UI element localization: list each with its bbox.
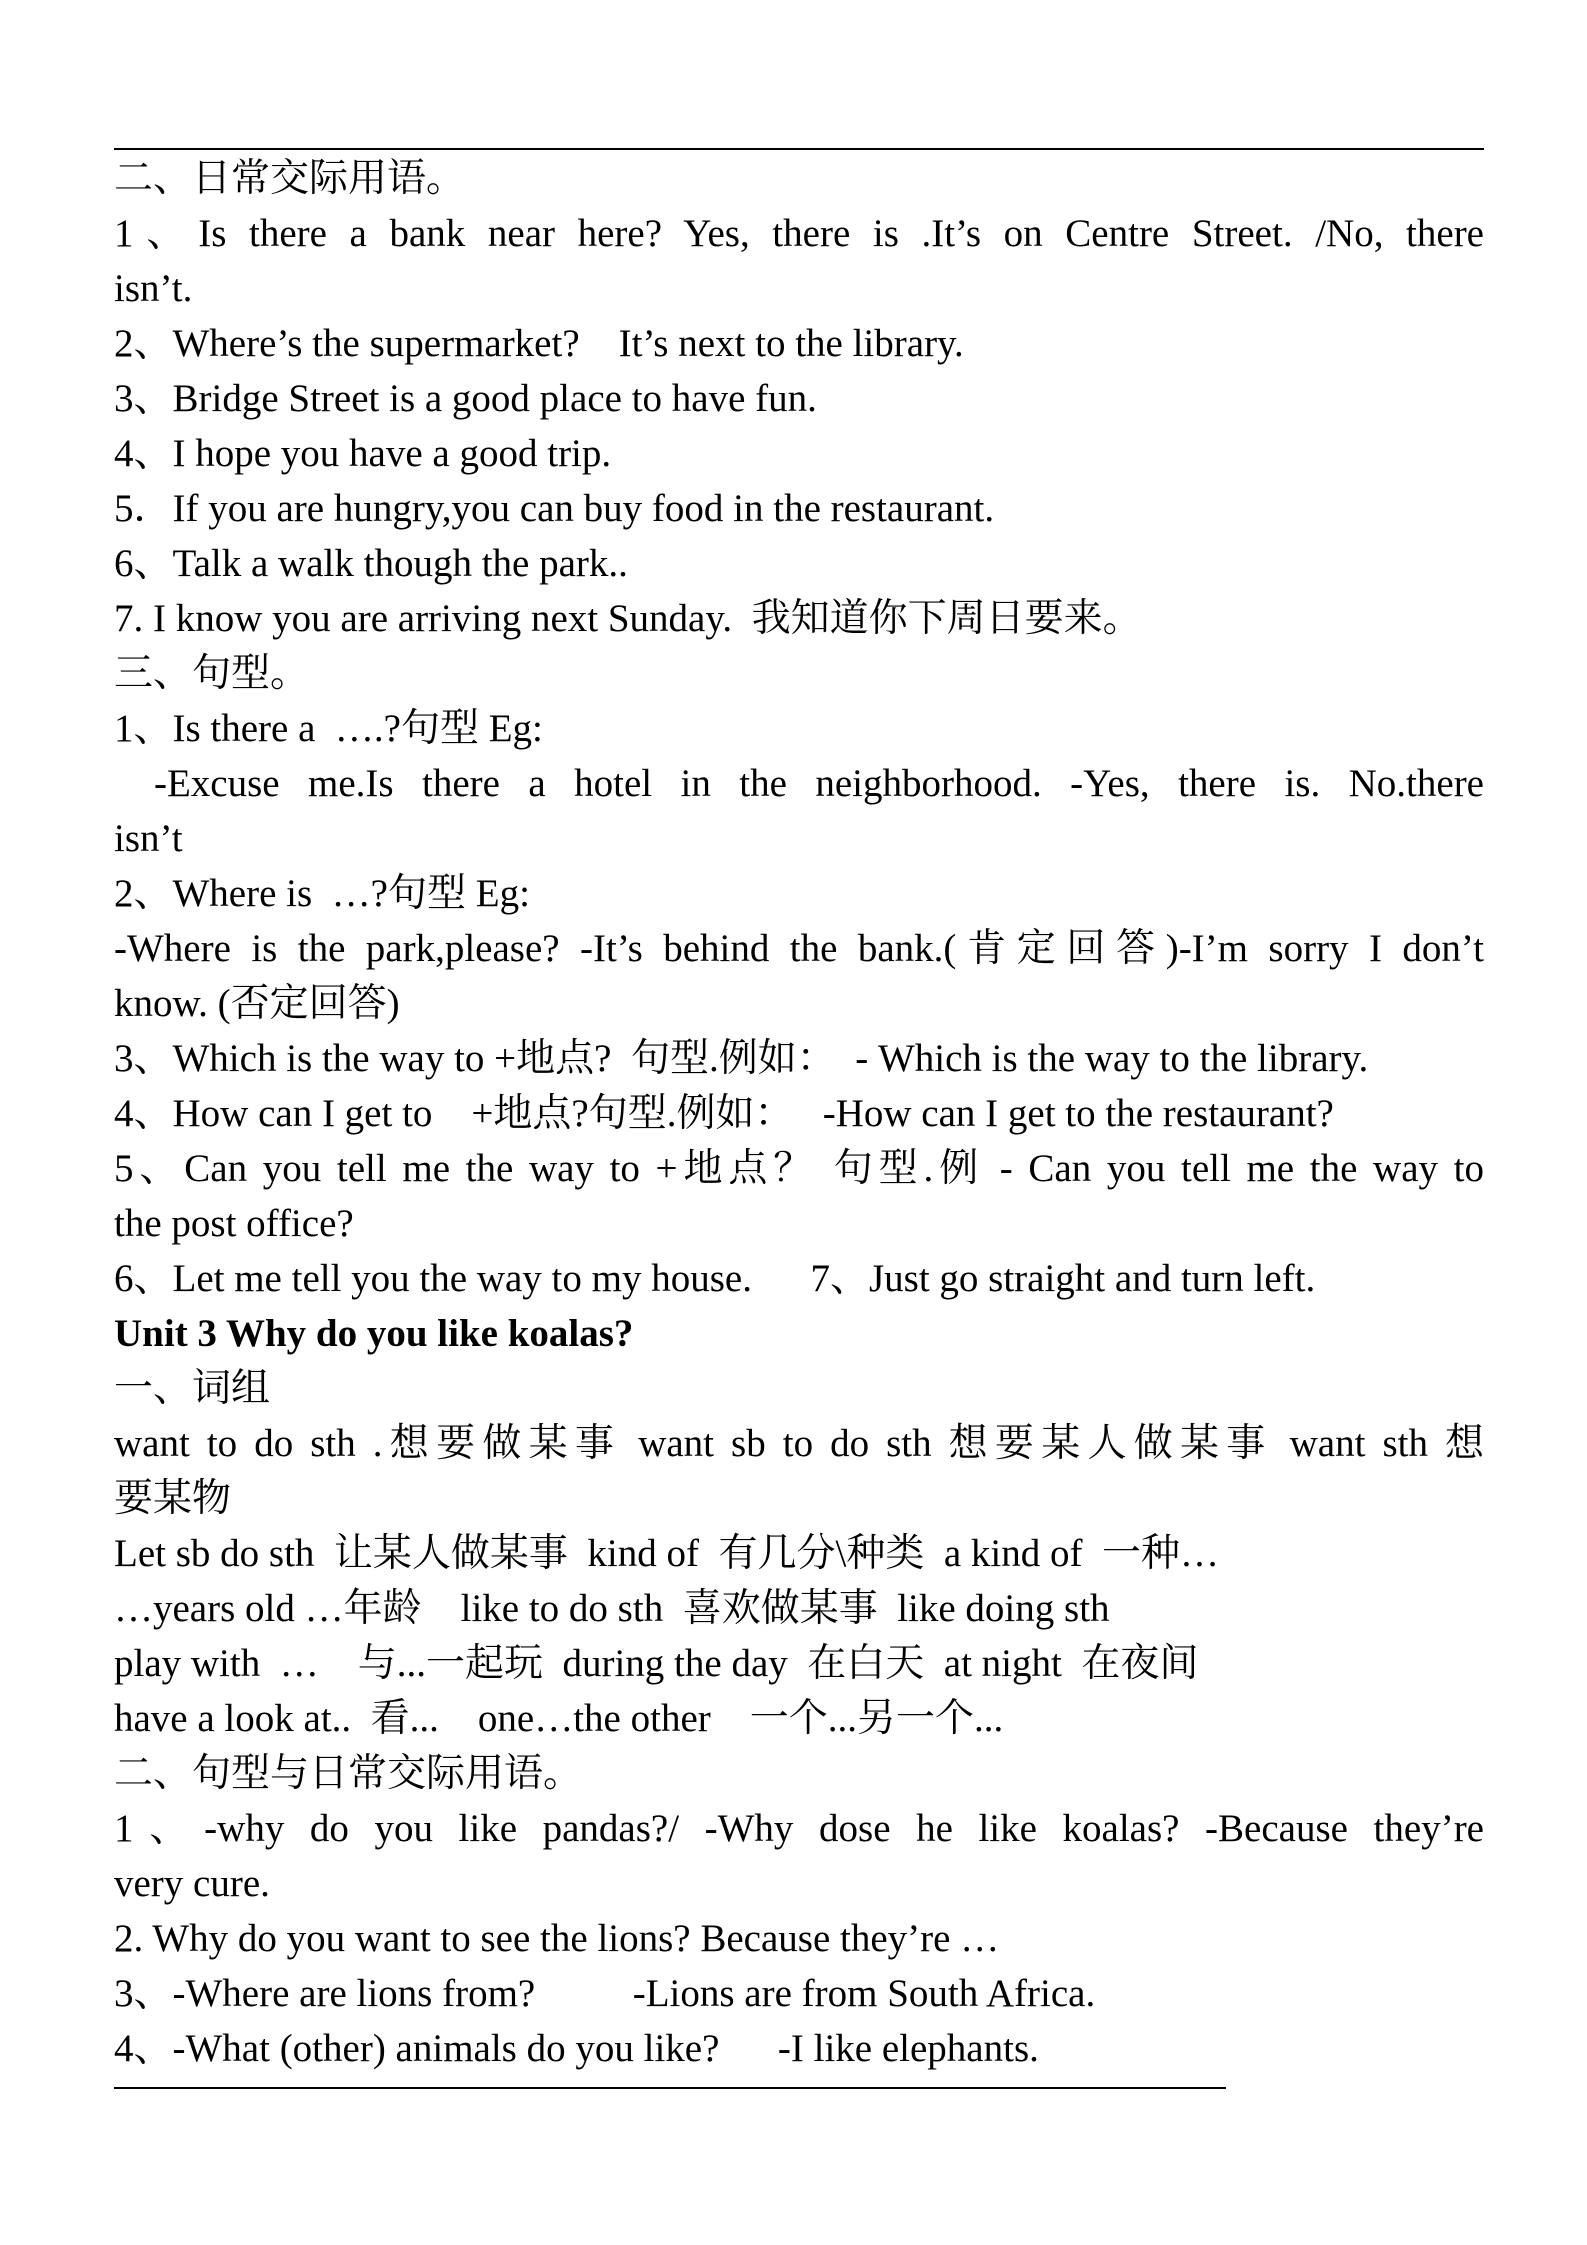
daily-item-1-line2: isn’t. — [114, 267, 193, 310]
document-body — [114, 151, 1484, 2076]
unit-pattern-4: 4、-What (other) animals do you like? -I like elephants. — [114, 2027, 1039, 2070]
pattern-item-2: 2、Where is …?句型 Eg: — [114, 872, 530, 915]
phrase-row-5: have a look at.. 看... one…the other 一个...另一个... — [114, 1697, 1004, 1740]
pattern-item-5-line1: 5、Can you tell me the way to +地点？ 句型.例 - Can you tell me the way to — [114, 1147, 1484, 1190]
pattern-example-2-line2: know. (否定回答) — [114, 982, 400, 1025]
daily-item-2: 2、Where’s the supermarket? It’s next to the library. — [114, 322, 964, 365]
pattern-item-4: 4、How can I get to +地点?句型.例如： -How can I get to the restaurant? — [114, 1092, 1334, 1135]
phrase-row-1-line1: want to do sth .想要做某事 want sb to do sth 想要某人做某事 want sth 想 — [114, 1422, 1484, 1465]
daily-item-3: 3、Bridge Street is a good place to have fun. — [114, 377, 817, 420]
phrase-row-3: …years old …年龄 like to do sth 喜欢做某事 like doing sth — [114, 1587, 1110, 1630]
daily-item-1-line1: 1、Is there a bank near here? Yes, there is .It’s on Centre Street. /No, there — [114, 212, 1484, 255]
unit-pattern-2: 2. Why do you want to see the lions? Because they’re … — [114, 1917, 1000, 1960]
daily-item-6: 6、Talk a walk though the park.. — [114, 542, 628, 585]
daily-item-4: 4、I hope you have a good trip. — [114, 432, 612, 475]
phrases-heading: 一、词组 — [114, 1367, 271, 1410]
bottom-rule — [114, 2087, 1226, 2089]
pattern-item-5-line2: the post office? — [114, 1202, 354, 1245]
daily-item-5: 5．If you are hungry,you can buy food in the restaurant. — [114, 487, 995, 530]
phrase-row-4: play with … 与...一起玩 during the day 在白天 at night 在夜间 — [114, 1642, 1199, 1685]
pattern-example-2-line1: -Where is the park,please? -It’s behind the bank.(肯定回答)-I’m sorry I don’t — [114, 927, 1484, 970]
phrase-row-2: Let sb do sth 让某人做某事 kind of 有几分\种类 a kind of 一种… — [114, 1532, 1219, 1575]
section-heading-daily: 二、日常交际用语。 — [114, 157, 466, 200]
unit-pattern-3: 3、-Where are lions from? -Lions are from South Africa. — [114, 1972, 1096, 2015]
unit-patterns-heading: 二、句型与日常交际用语。 — [114, 1752, 583, 1795]
section-heading-patterns: 三、句型。 — [114, 652, 310, 695]
unit-pattern-1-line1: 1、-why do you like pandas?/ -Why dose he like koalas? -Because they’re — [114, 1807, 1484, 1850]
unit-title: Unit 3 Why do you like koalas? — [114, 1312, 634, 1355]
daily-item-7: 7. I know you are arriving next Sunday. 我知道你下周日要来。 — [114, 597, 1142, 640]
top-rule — [114, 148, 1484, 150]
pattern-example-1-line1: -Excuse me.Is there a hotel in the neighborhood. -Yes, there is. No.there — [154, 762, 1484, 805]
pattern-item-1: 1、Is there a ….?句型 Eg: — [114, 707, 543, 750]
phrase-row-1-line2: 要某物 — [114, 1477, 232, 1520]
unit-pattern-1-line2: very cure. — [114, 1862, 270, 1905]
pattern-item-3: 3、Which is the way to +地点? 句型.例如： - Which is the way to the library. — [114, 1037, 1369, 1080]
pattern-item-6-7: 6、Let me tell you the way to my house. 7、Just go straight and turn left. — [114, 1257, 1316, 1300]
pattern-example-1-line2: isn’t — [114, 817, 183, 860]
